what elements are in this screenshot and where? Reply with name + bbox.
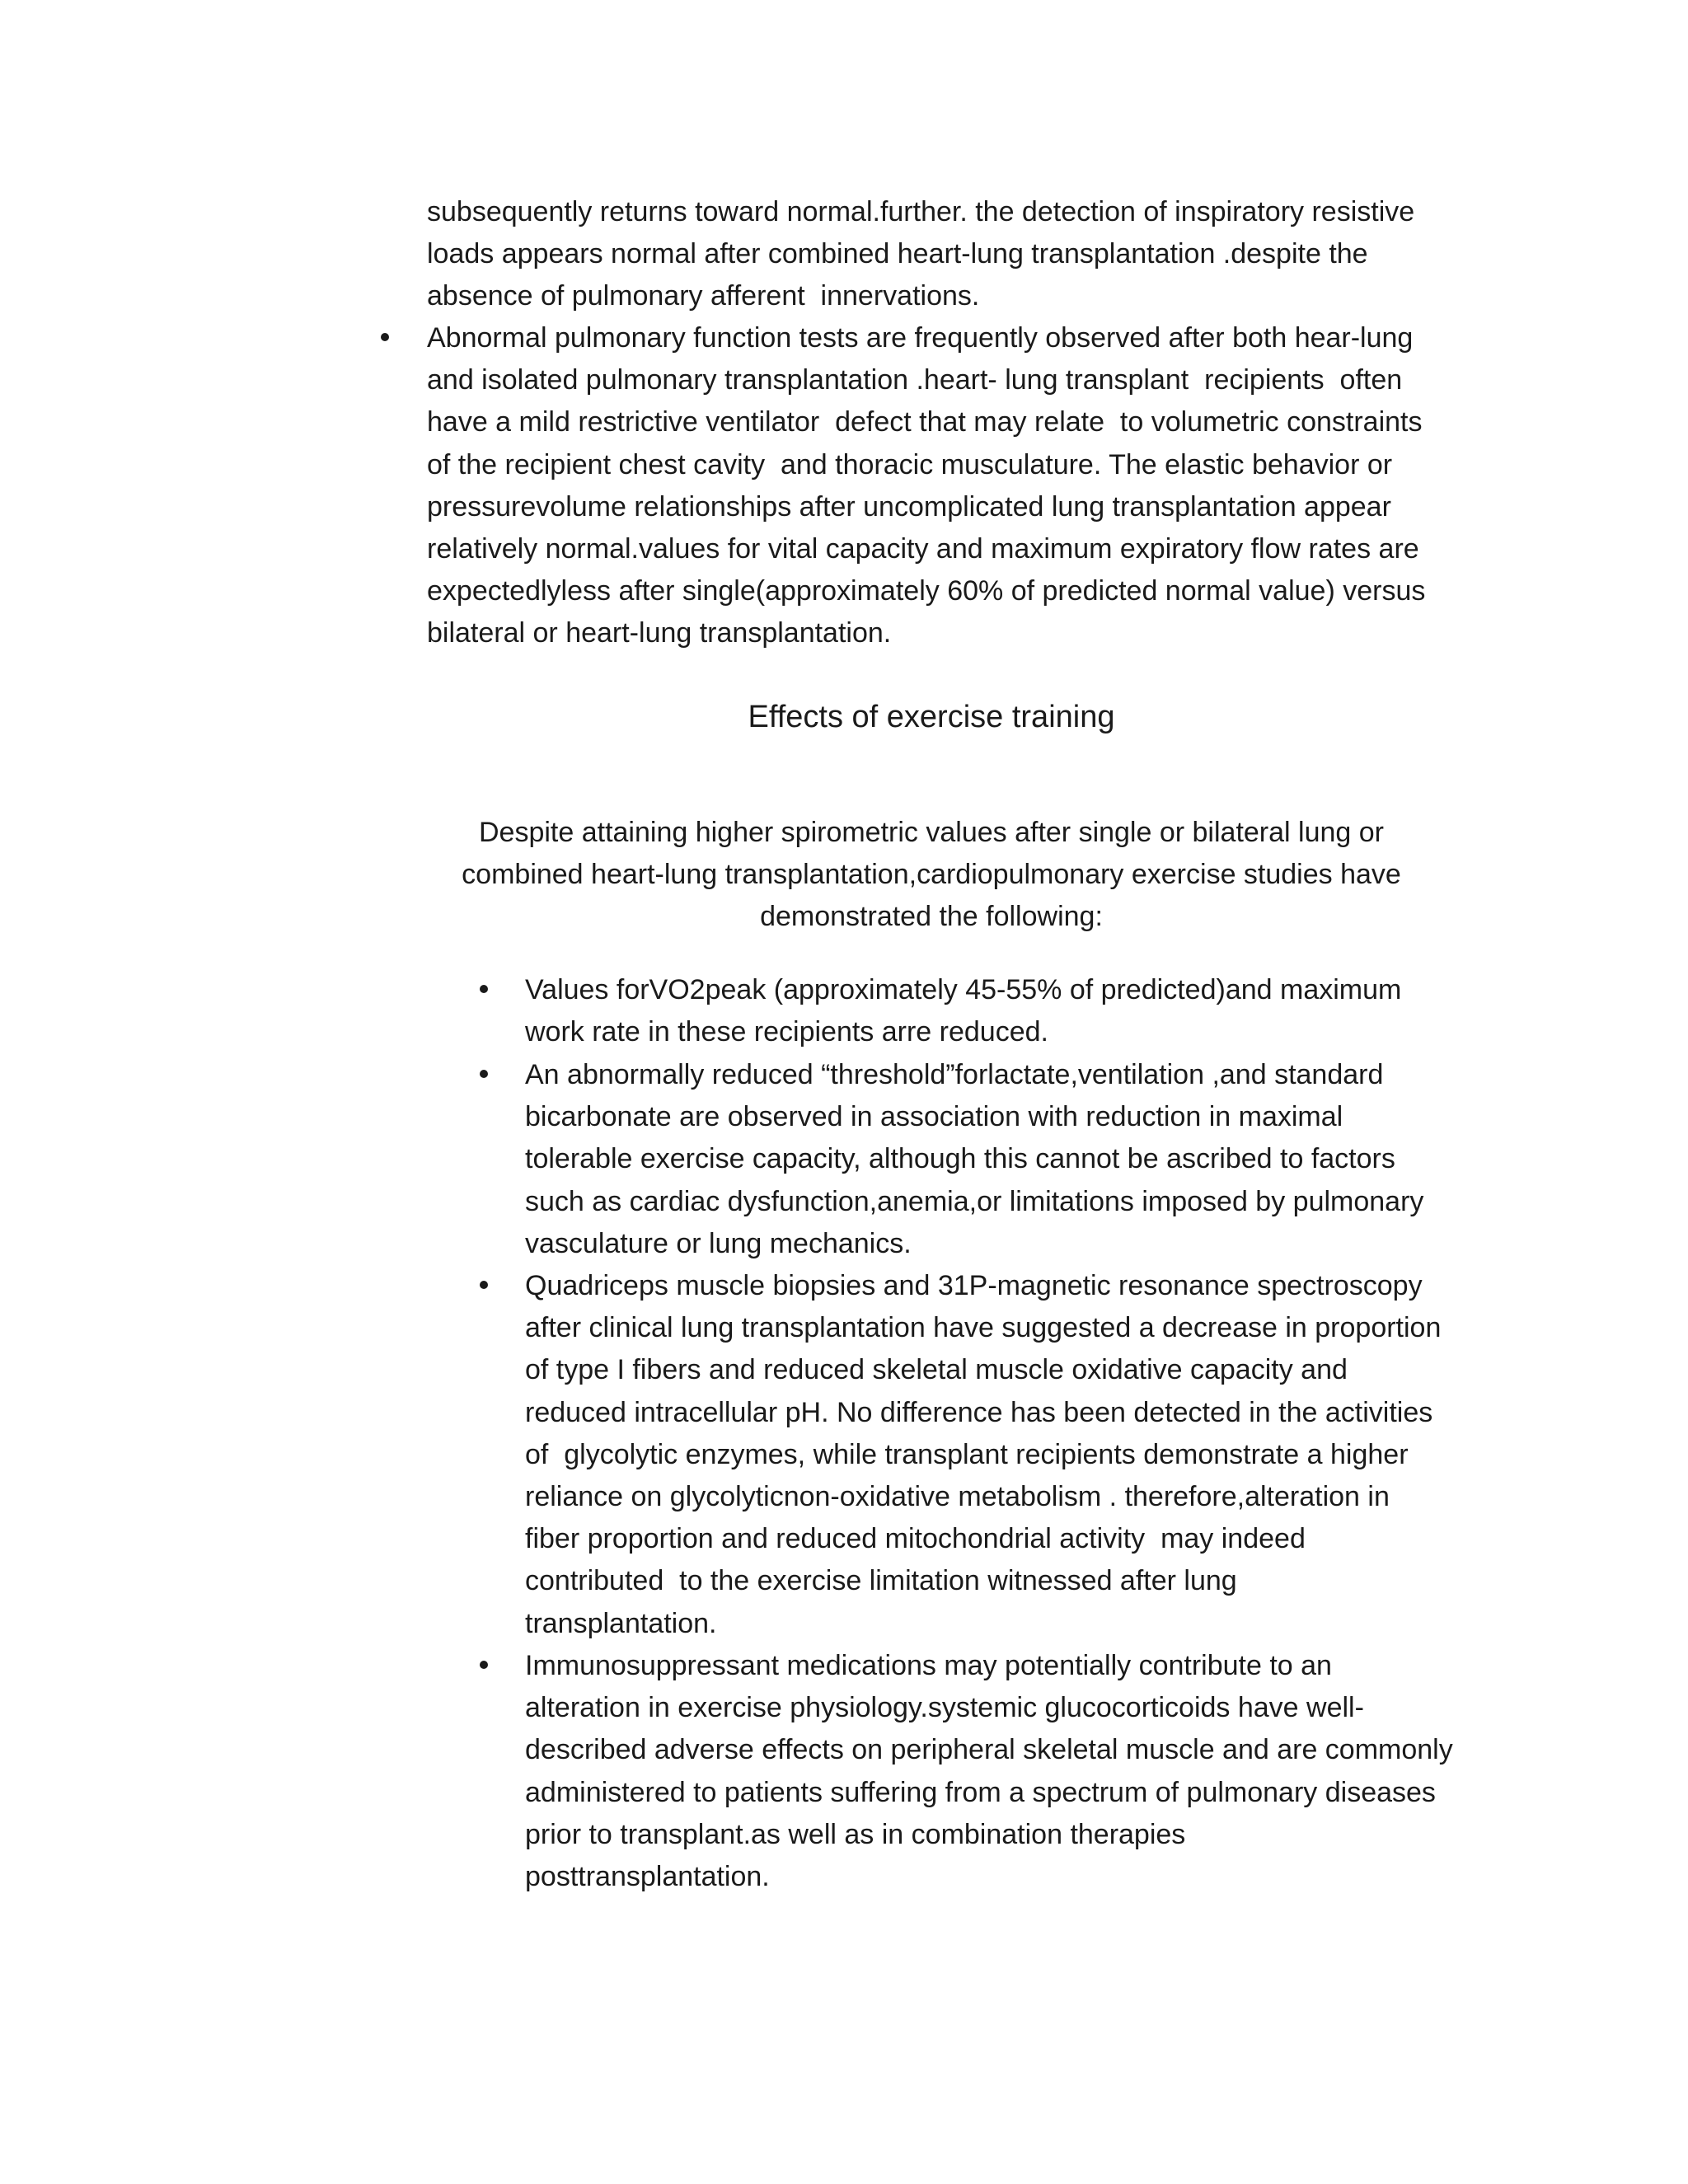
paragraph-line: such as cardiac dysfunction,anemia,or limitations imposed by pulmonary <box>525 1185 1424 1217</box>
paragraph-line: loads appears normal after combined heart-lung transplantation .despite the <box>427 238 1368 270</box>
paragraph-line: of glycolytic enzymes, while transplant recipients demonstrate a higher <box>525 1438 1409 1470</box>
bullet-icon <box>480 1661 488 1669</box>
bullet-icon <box>480 1070 488 1078</box>
bullet-icon <box>480 985 488 993</box>
paragraph-line: reduced intracellular pH. No difference has been detected in the activities <box>525 1396 1433 1428</box>
intro-paragraph <box>445 812 1418 939</box>
paragraph-line: Quadriceps muscle biopsies and 31P-magnetic resonance spectroscopy <box>525 1270 1423 1301</box>
paragraph-line: contributed to the exercise limitation witnessed after lung <box>525 1565 1237 1597</box>
paragraph-line: An abnormally reduced “threshold”forlactate,ventilation ,and standard <box>525 1059 1384 1090</box>
paragraph-line: Despite attaining higher spirometric values after single or bilateral lung or <box>478 817 1384 848</box>
paragraph-line: bicarbonate are observed in association with reduction in maximal <box>525 1101 1343 1133</box>
list-item-quadriceps <box>525 1265 1465 1645</box>
paragraph-line: vasculature or lung mechanics. <box>525 1227 912 1259</box>
bullet-icon <box>381 333 389 341</box>
paragraph-line: described adverse effects on peripheral skeletal muscle and are commonly <box>525 1734 1453 1766</box>
paragraph-line: Values forVO2peak (approximately 45-55% of predicted)and maximum <box>525 974 1402 1005</box>
bullet-icon <box>480 1281 488 1289</box>
paragraph-line: demonstrated the following: <box>760 901 1103 933</box>
continuation-paragraph <box>427 191 1449 318</box>
paragraph-line: posttransplantation. <box>525 1861 770 1893</box>
paragraph-line: have a mild restrictive ventilator defect that may relate to volumetric constraints <box>427 406 1423 438</box>
paragraph-line: Abnormal pulmonary function tests are frequently observed after both hear-lung <box>427 322 1414 354</box>
paragraph-line: expectedlyless after single(approximately 60% of predicted normal value) versus <box>427 575 1426 607</box>
paragraph-line: after clinical lung transplantation have suggested a decrease in proportion <box>525 1312 1442 1344</box>
paragraph-line: and isolated pulmonary transplantation .heart- lung transplant recipients often <box>427 364 1403 396</box>
paragraph-line: of the recipient chest cavity and thoracic musculature. The elastic behavior or <box>427 448 1393 480</box>
paragraph-line: fiber proportion and reduced mitochondrial activity may indeed <box>525 1523 1306 1555</box>
list-item-threshold <box>525 1054 1465 1265</box>
paragraph-line: tolerable exercise capacity, although this cannot be ascribed to factors <box>525 1143 1395 1175</box>
paragraph-line: prior to transplant.as well as in combination therapies <box>525 1818 1186 1850</box>
paragraph-line: pressurevolume relationships after uncomplicated lung transplantation appear <box>427 490 1391 523</box>
list-item-vo2peak <box>525 969 1465 1053</box>
section-heading: Effects of exercise training <box>748 700 1115 734</box>
paragraph-line: transplantation. <box>525 1607 717 1639</box>
paragraph-line: Immunosuppressant medications may potentially contribute to an <box>525 1650 1332 1681</box>
paragraph-line: alteration in exercise physiology.systemic glucocorticoids have well- <box>525 1692 1364 1724</box>
paragraph-line: subsequently returns toward normal.further. the detection of inspiratory resistive <box>427 196 1415 227</box>
paragraph-line: of type I fibers and reduced skeletal muscle oxidative capacity and <box>525 1354 1348 1386</box>
paragraph-line: administered to patients suffering from a spectrum of pulmonary diseases <box>525 1776 1436 1808</box>
bullet-paragraph-pulmonary-function <box>427 317 1449 655</box>
paragraph-line: combined heart-lung transplantation,cardiopulmonary exercise studies have <box>462 859 1401 891</box>
paragraph-line: relatively normal.values for vital capacity and maximum expiratory flow rates are <box>427 533 1419 565</box>
paragraph-line: absence of pulmonary afferent innervations. <box>427 280 980 312</box>
paragraph-line: bilateral or heart-lung transplantation. <box>427 617 892 649</box>
paragraph-line: work rate in these recipients arre reduced. <box>525 1016 1048 1048</box>
list-item-immunosuppressant <box>525 1645 1465 1898</box>
paragraph-line: reliance on glycolyticnon-oxidative metabolism . therefore,alteration in <box>525 1481 1390 1513</box>
